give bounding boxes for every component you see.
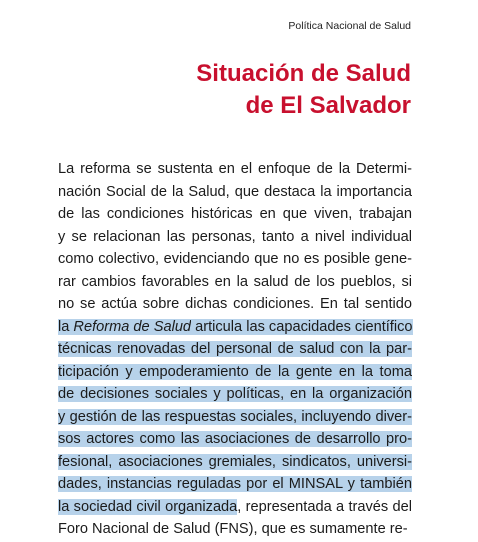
highlighted-text: de decisiones sociales y políticas, en la organización [58, 386, 412, 402]
paragraph-line [58, 248, 412, 271]
text-segment: nación Social de la Salud, que destaca la importancia [58, 183, 412, 200]
highlighted-text: dades, instancias reguladas por el MINSAL y también [58, 476, 412, 492]
body-paragraph [58, 158, 412, 541]
highlighted-text: articula las capacidades científico [191, 318, 413, 335]
paragraph-line [58, 518, 412, 541]
paragraph-line [58, 158, 412, 181]
paragraph-line [58, 181, 412, 204]
highlighted-text: fesional, asociaciones gremiales, sindicatos, universi- [58, 453, 412, 470]
paragraph-line [58, 361, 412, 384]
text-segment: Foro Nacional de Salud (FNS), que es sumamente re- [58, 521, 408, 537]
paragraph-line [58, 338, 412, 361]
running-header: Política Nacional de Salud [288, 20, 411, 32]
section-title-line-2: de El Salvador [245, 92, 411, 119]
section-title [196, 58, 411, 122]
text-segment: no se actúa sobre dichas condiciones. En tal sentido [58, 296, 412, 312]
paragraph-line [58, 406, 412, 429]
highlighted-text: Reforma de Salud [73, 318, 192, 335]
paragraph-line [58, 428, 412, 451]
highlighted-text: la [58, 318, 74, 335]
text-segment: rar cambios favorables en la salud de los pueblos, si [58, 273, 412, 290]
highlighted-text: y gestión de las respuestas sociales, incluyendo diver- [58, 408, 412, 425]
paragraph-line [58, 226, 412, 249]
text-segment: La reforma se sustenta en el enfoque de la Determi- [58, 161, 412, 177]
paragraph-line [58, 271, 412, 294]
text-segment: de las condiciones históricas en que viven, trabajan [58, 206, 412, 222]
paragraph-line [58, 203, 412, 226]
paragraph-line [58, 473, 412, 496]
paragraph-line [58, 496, 412, 519]
section-title-line-1: Situación de Salud [196, 60, 411, 87]
paragraph-line [58, 451, 412, 474]
paragraph-line [58, 293, 412, 316]
highlighted-text: sos actores como las asociaciones de desarrollo pro- [58, 431, 412, 447]
highlighted-text: la sociedad civil organizada [58, 498, 238, 515]
highlighted-text: ticipación y empoderamiento de la gente en la toma [58, 363, 412, 380]
text-segment: y se relacionan las personas, tanto a nivel individual [58, 228, 412, 245]
highlighted-text: técnicas renovadas del personal de salud con la par- [58, 341, 412, 357]
text-segment: como colectivo, evidenciando que no es posible gene- [58, 251, 412, 267]
text-segment: , representada a través del [237, 498, 412, 515]
paragraph-line [58, 383, 412, 406]
paragraph-line [58, 316, 412, 339]
